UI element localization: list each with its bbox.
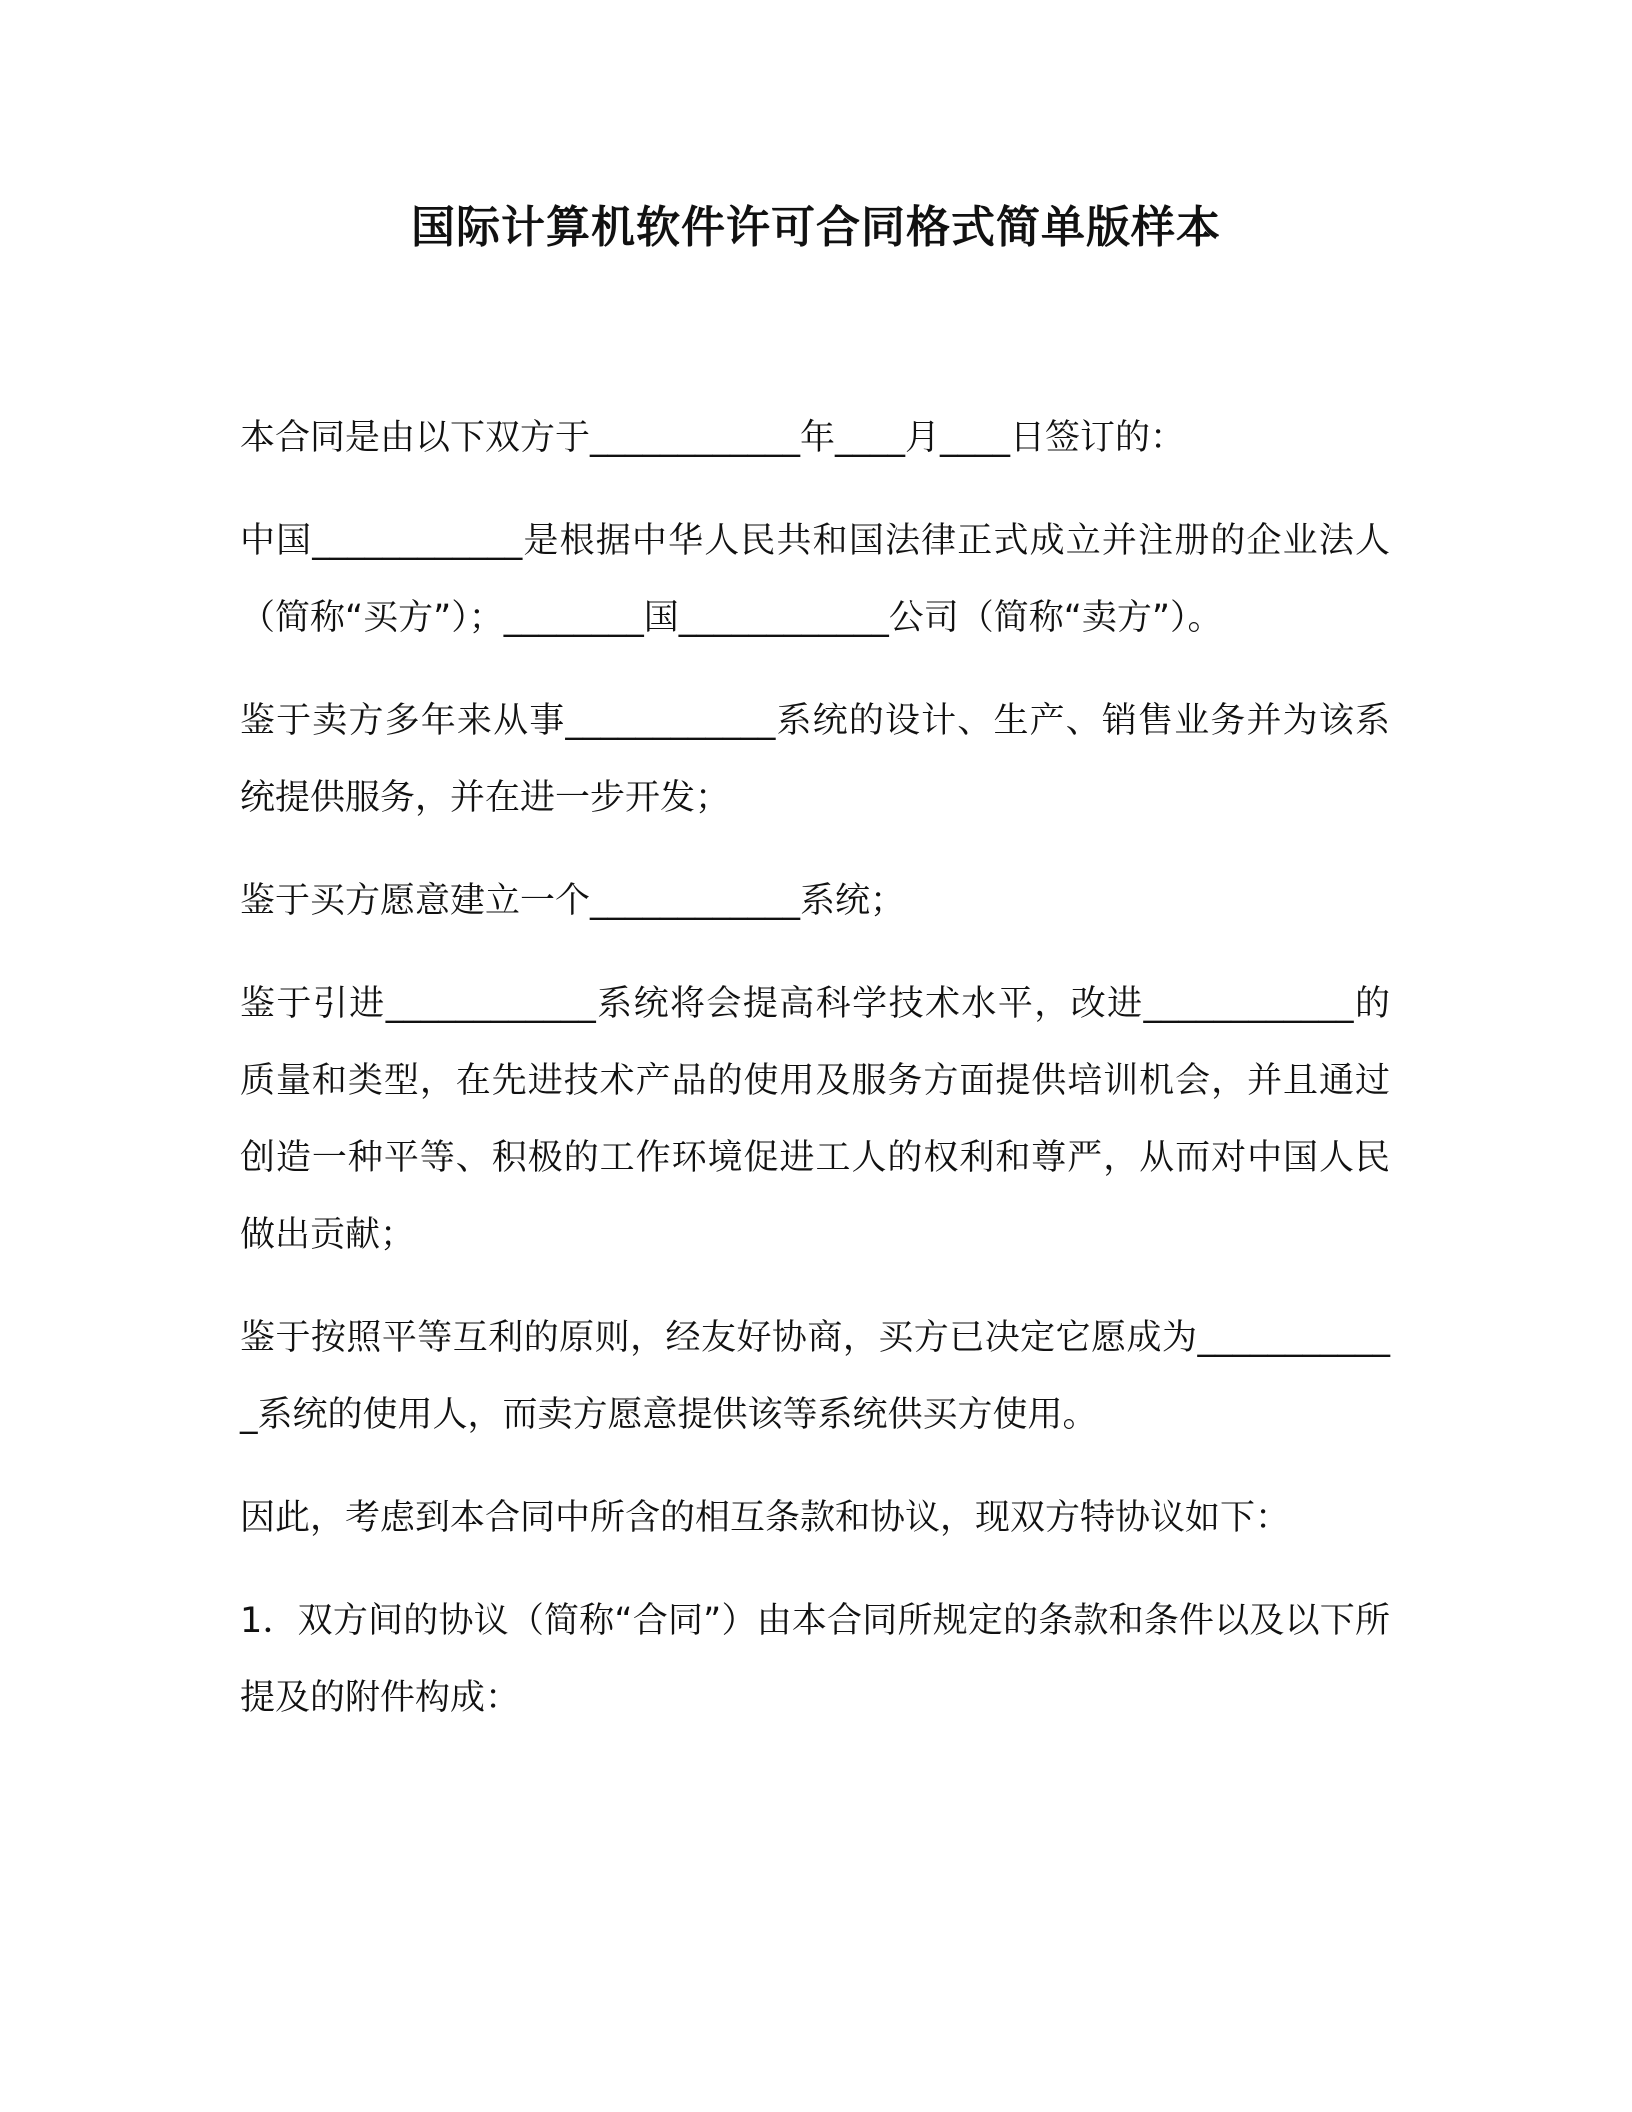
paragraph-clause-1: 1．双方间的协议（简称“合同”）由本合同所规定的条款和条件以及以下所提及的附件构成： [240,1601,1390,1718]
paragraph-seller-background: 鉴于卖方多年来从事____________系统的设计、生产、销售业务并为该系统提供服务，并在进一步开发； [240,701,1390,818]
paragraph-parties: 中国____________是根据中华人民共和国法律正式成立并注册的企业法人（简称“买方”）；________国____________公司（简称“卖方”）。 [240,521,1390,638]
paragraph-signing-date: 本合同是由以下双方于____________年____月____日签订的： [240,418,1186,458]
document-title: 国际计算机软件许可合同格式简单版样本 [411,202,1221,253]
paragraph-buyer-intent: 鉴于买方愿意建立一个____________系统； [240,881,906,921]
paragraph-benefits: 鉴于引进____________系统将会提高科学技术水平，改进____________的质量和类型，在先进技术产品的使用及服务方面提供培训机会，并且通过创造一种平等、积极的工作环境促进工人的权利和尊严，从而对中国人民做出贡献； [240,984,1390,1255]
paragraph-decision: 鉴于按照平等互利的原则，经友好协商，买方已决定它愿成为____________系统的使用人，而卖方愿意提供该等系统供买方使用。 [240,1318,1390,1435]
paragraph-agreement-intro: 因此，考虑到本合同中所含的相互条款和协议，现双方特协议如下： [240,1498,1291,1538]
document-body [240,400,1390,1763]
